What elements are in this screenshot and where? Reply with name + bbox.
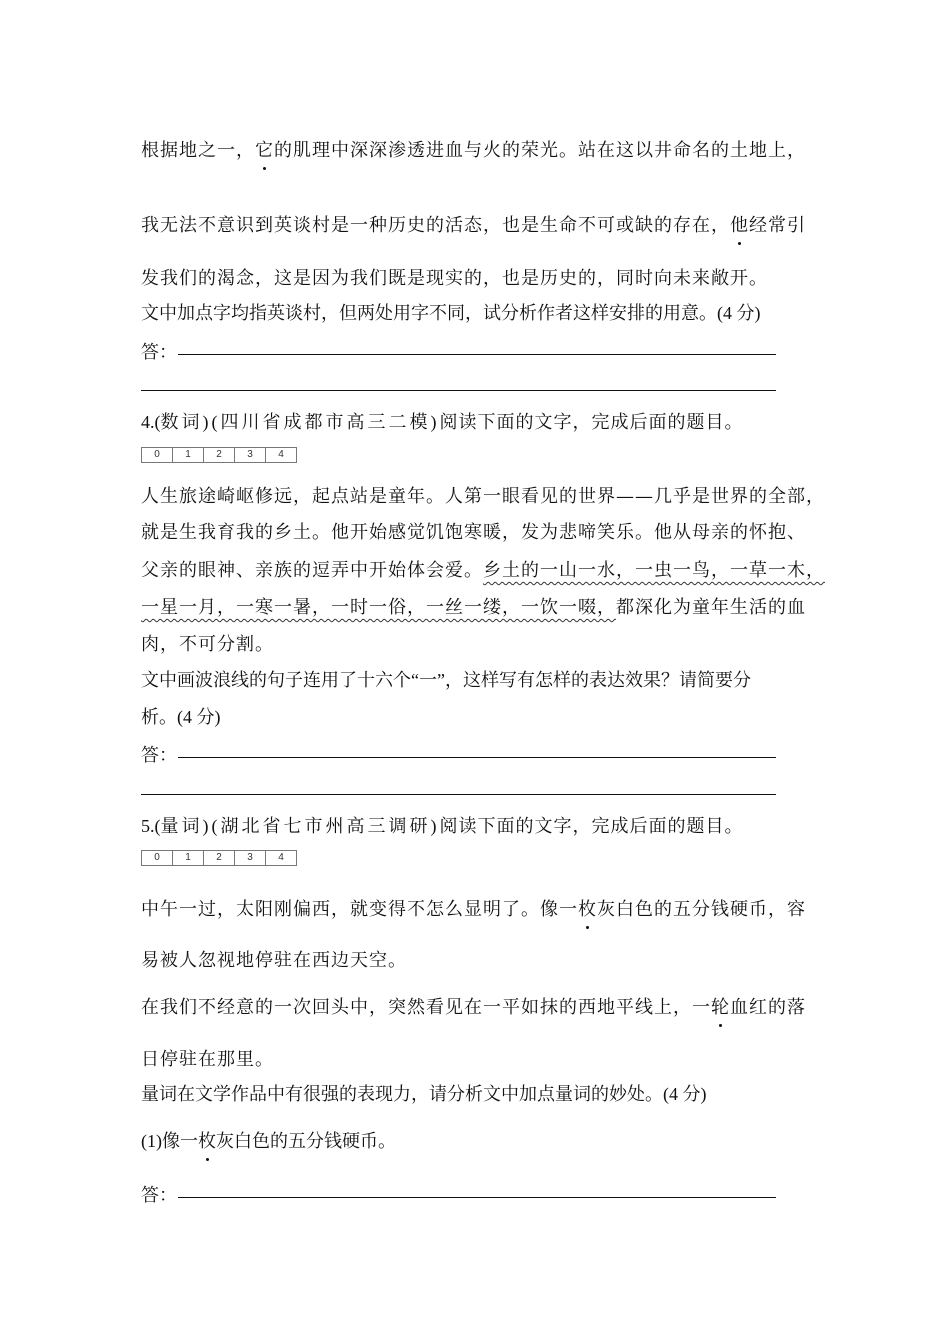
q5-answer-line[interactable] xyxy=(178,1197,776,1198)
q4-passage-line-2: 就是生我育我的乡土。他开始感觉饥饱寒暖，发为悲啼笑乐。他从母亲的怀抱、 xyxy=(141,522,806,543)
q3-passage-line-2: 我无法不意识到英谈村是一种历史的活态，也是生命不可或缺的存在，他经常引 xyxy=(141,211,806,237)
score-box[interactable]: 4 xyxy=(278,852,284,863)
emphasis-dot-char: 它 xyxy=(255,136,274,162)
q3-answer-label: 答： xyxy=(141,342,177,362)
q4-passage-line-4: 一星一月，一寒一暑，一时一俗，一丝一缕，一饮一啜，都深化为童年生活的血 xyxy=(141,597,806,618)
score-box[interactable]: 0 xyxy=(142,851,173,865)
q3-answer-line[interactable] xyxy=(178,354,776,355)
q3-passage-line-1: 根据地之一，它的肌理中深深渗透进血与火的荣光。站在这以井命名的土地上， xyxy=(141,136,806,162)
q4-answer-label: 答： xyxy=(141,745,177,765)
score-box[interactable]: 3 xyxy=(235,448,266,462)
score-box[interactable]: 0 xyxy=(142,448,173,462)
emphasis-dot-char: 轮 xyxy=(711,993,730,1019)
q4-passage-line-1: 人生旅途崎岖修远，起点站是童年。人第一眼看见的世界——几乎是世界的全部， xyxy=(141,486,825,507)
wavy-underlined-text: 一星一月，一寒一暑，一时一俗，一丝一缕，一饮一啜， xyxy=(141,597,616,618)
emphasis-dot-char: 枚 xyxy=(198,1127,216,1153)
q3-answer-line-2[interactable] xyxy=(141,390,776,391)
q4-answer-line-2[interactable] xyxy=(141,794,776,795)
score-box[interactable]: 2 xyxy=(204,851,235,865)
score-box[interactable]: 1 xyxy=(173,851,204,865)
q5-sub-question-1: (1)像一枚灰白色的五分钱硬币。 xyxy=(141,1127,396,1153)
q5-passage-line-2: 易被人忽视地停驻在西边天空。 xyxy=(141,950,407,971)
emphasis-dot-char: 他 xyxy=(730,211,749,237)
q4-prompt-line-1: 文中画波浪线的句子连用了十六个“一”，这样写有怎样的表达效果？请简要分 xyxy=(141,670,751,690)
emphasis-dot-char: 枚 xyxy=(578,895,597,921)
q5-passage-line-4: 日停驻在那里。 xyxy=(141,1049,274,1070)
score-box[interactable]: 2 xyxy=(204,448,235,462)
q4-heading: 4.(数词)(四川省成都市高三二模)阅读下面的文字，完成后面的题目。 xyxy=(141,412,744,432)
q5-answer-label: 答： xyxy=(141,1185,177,1205)
q4-prompt-line-2: 析。(4 分) xyxy=(141,707,221,727)
q4-passage-line-3: 父亲的眼神、亲族的逗弄中开始体会爱。乡土的一山一水，一虫一鸟，一草一木， xyxy=(141,560,825,581)
q5-score-boxes[interactable] xyxy=(141,850,297,866)
q4-answer-line[interactable] xyxy=(178,757,776,758)
q5-passage-line-1: 中午一过，太阳刚偏西，就变得不怎么显明了。像一枚灰白色的五分钱硬币，容 xyxy=(141,895,806,921)
q5-heading: 5.(量词)(湖北省七市州高三调研)阅读下面的文字，完成后面的题目。 xyxy=(141,816,744,836)
wavy-underlined-text: 乡土的一山一水，一虫一鸟，一草一木， xyxy=(483,560,825,581)
score-box[interactable]: 3 xyxy=(235,851,266,865)
q4-passage-line-5: 肉，不可分割。 xyxy=(141,634,274,655)
score-box[interactable]: 1 xyxy=(173,448,204,462)
q4-score-boxes[interactable] xyxy=(141,447,297,463)
q3-passage-line-3: 发我们的渴念，这是因为我们既是现实的，也是历史的，同时向未来敞开。 xyxy=(141,268,768,289)
score-box[interactable]: 4 xyxy=(278,449,284,460)
q3-prompt: 文中加点字均指英谈村，但两处用字不同，试分析作者这样安排的用意。(4 分) xyxy=(141,303,761,323)
q5-passage-line-3: 在我们不经意的一次回头中，突然看见在一平如抹的西地平线上，一轮血红的落 xyxy=(141,993,806,1019)
q5-prompt: 量词在文学作品中有很强的表现力，请分析文中加点量词的妙处。(4 分) xyxy=(141,1084,707,1104)
